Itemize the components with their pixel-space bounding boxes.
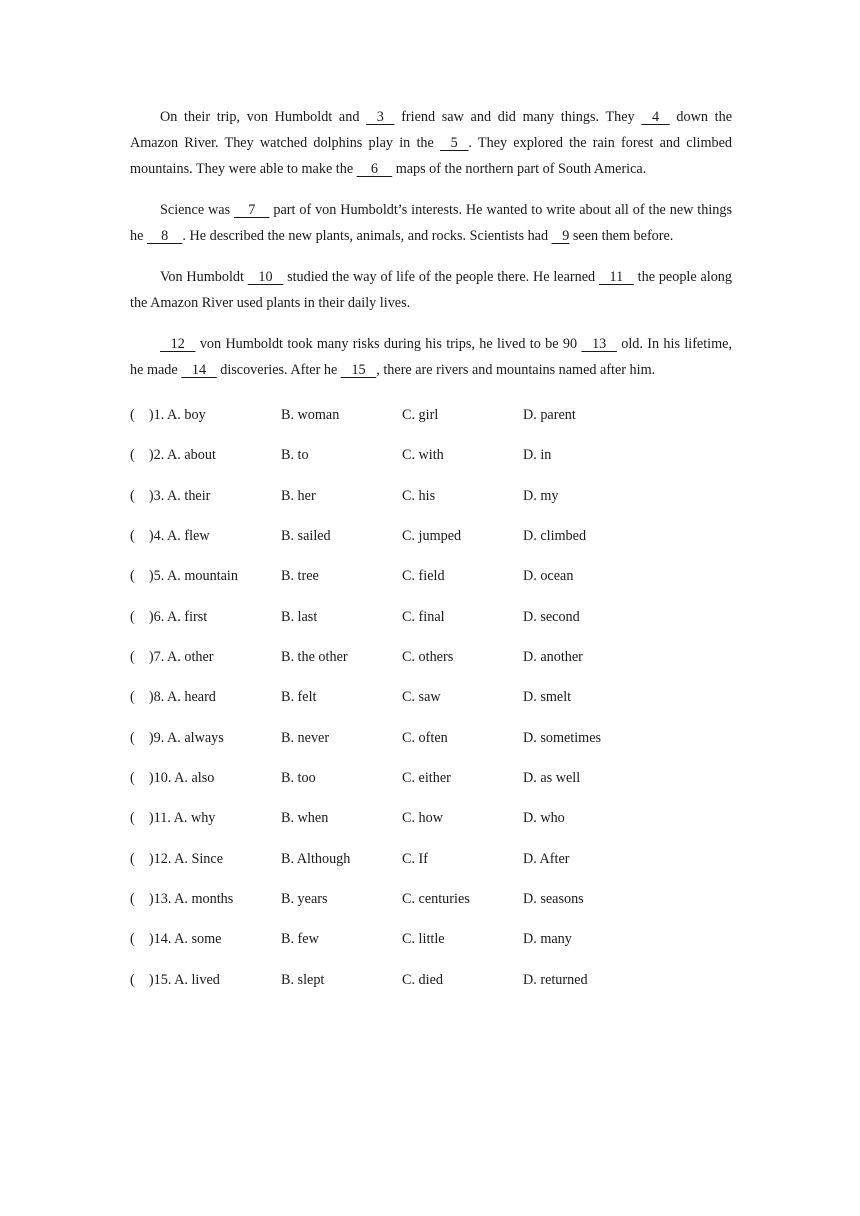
passage-text: down the Amazon River. They watched dolphins play in the <box>130 109 732 151</box>
option-d: D. sometimes <box>523 729 602 746</box>
answer-blank: 10 <box>247 269 284 285</box>
question-row <box>130 486 732 526</box>
option-c: C. final <box>402 608 445 625</box>
option-c: C. how <box>402 810 443 827</box>
option-c: C. girl <box>402 407 439 423</box>
option-c: C. his <box>402 487 436 504</box>
option-b: B. never <box>281 729 330 746</box>
passage-paragraph <box>130 264 732 316</box>
answer-blank: 3 <box>366 109 395 125</box>
question-number-and-option-a: ( )5. A. mountain <box>130 568 238 585</box>
question-number-and-option-a: ( )6. A. first <box>130 608 208 625</box>
passage-text: von Humboldt took many risks during his trips, he lived to be 90 <box>195 336 582 352</box>
passage-paragraph <box>130 331 732 383</box>
option-b: B. last <box>281 608 318 625</box>
question-number-and-option-a: ( )9. A. always <box>130 729 224 746</box>
option-c: C. If <box>402 850 429 867</box>
option-d: D. who <box>523 810 565 827</box>
option-b: B. tree <box>281 568 319 585</box>
passage-text: . He described the new plants, animals, and rocks. Scientists had <box>182 228 552 244</box>
option-b: B. too <box>281 770 316 787</box>
option-c: C. centuries <box>402 891 470 908</box>
question-number-and-option-a: ( )12. A. Since <box>130 850 223 867</box>
option-b: B. her <box>281 487 316 504</box>
answer-blank: 6 <box>356 161 393 177</box>
question-row <box>130 849 732 889</box>
passage-text: part of von Humboldt’s interests. He wanted to write about all of the new things he <box>130 202 732 244</box>
question-row <box>130 768 732 808</box>
option-d: D. seasons <box>523 891 584 908</box>
reading-passage <box>130 104 732 383</box>
option-b: B. the other <box>281 649 348 666</box>
option-d: D. in <box>523 447 552 464</box>
question-row <box>130 687 732 727</box>
option-d: D. another <box>523 649 583 666</box>
option-d: D. ocean <box>523 568 574 585</box>
question-list <box>130 405 732 1010</box>
option-b: B. felt <box>281 689 317 706</box>
question-number-and-option-a: ( )7. A. other <box>130 649 214 666</box>
question-row <box>130 970 732 1010</box>
question-row <box>130 526 732 566</box>
passage-text: maps of the northern part of South America. <box>392 161 647 177</box>
option-d: D. climbed <box>523 528 587 545</box>
passage-text: seen them before. <box>569 228 674 244</box>
option-d: D. After <box>523 850 570 867</box>
question-number-and-option-a: ( )1. A. boy <box>130 407 206 423</box>
passage-text: studied the way of life of the people there. He learned <box>283 269 599 285</box>
option-c: C. often <box>402 729 448 746</box>
option-b: B. when <box>281 810 329 827</box>
passage-paragraph <box>130 104 732 182</box>
document-page <box>130 104 732 1010</box>
question-number-and-option-a: ( )2. A. about <box>130 447 216 464</box>
answer-blank: 12 <box>160 336 196 352</box>
option-b: B. years <box>281 891 328 908</box>
passage-text: Science was <box>160 202 234 218</box>
question-number-and-option-a: ( )4. A. flew <box>130 528 210 545</box>
option-b: B. few <box>281 931 319 948</box>
question-row <box>130 647 732 687</box>
passage-text: . They explored the rain forest and climbed mountains. They were able to make the <box>130 135 732 177</box>
passage-text: , there are rivers and mountains named after him. <box>376 362 656 378</box>
question-row <box>130 405 732 445</box>
option-b: B. Although <box>281 850 351 867</box>
answer-blank: 4 <box>641 109 670 125</box>
option-c: C. either <box>402 770 451 787</box>
option-c: C. little <box>402 931 445 948</box>
answer-blank: 15 <box>340 362 377 378</box>
option-d: D. as well <box>523 770 581 787</box>
question-row <box>130 808 732 848</box>
answer-blank: 5 <box>440 135 469 151</box>
answer-blank: 9 <box>551 228 570 244</box>
option-c: C. with <box>402 447 444 464</box>
answer-blank: 11 <box>598 269 634 285</box>
question-number-and-option-a: ( )14. A. some <box>130 931 222 948</box>
answer-blank: 7 <box>234 202 270 218</box>
option-b: B. to <box>281 447 309 464</box>
passage-text: old. In his lifetime, he made <box>130 336 732 378</box>
option-c: C. others <box>402 649 454 666</box>
question-row <box>130 889 732 929</box>
passage-paragraph <box>130 197 732 249</box>
option-d: D. returned <box>523 971 588 988</box>
question-number-and-option-a: ( )3. A. their <box>130 487 211 504</box>
answer-blank: 8 <box>146 228 183 244</box>
question-number-and-option-a: ( )11. A. why <box>130 810 216 827</box>
passage-text: friend saw and did many things. They <box>394 109 642 125</box>
passage-text: Von Humboldt <box>160 269 248 285</box>
question-row <box>130 566 732 606</box>
question-number-and-option-a: ( )10. A. also <box>130 770 215 787</box>
question-row <box>130 728 732 768</box>
question-number-and-option-a: ( )15. A. lived <box>130 971 220 988</box>
question-number-and-option-a: ( )13. A. months <box>130 891 234 908</box>
question-row <box>130 445 732 485</box>
passage-text: discoveries. After he <box>216 362 341 378</box>
question-row <box>130 607 732 647</box>
option-c: C. field <box>402 568 445 585</box>
answer-blank: 14 <box>181 362 217 378</box>
question-number-and-option-a: ( )8. A. heard <box>130 689 216 706</box>
option-d: D. my <box>523 487 559 504</box>
option-c: C. died <box>402 971 443 988</box>
passage-text: the people along the Amazon River used plants in their daily lives. <box>130 269 732 311</box>
option-b: B. woman <box>281 407 340 423</box>
option-b: B. sailed <box>281 528 331 545</box>
answer-blank: 13 <box>581 336 617 352</box>
option-c: C. jumped <box>402 528 462 545</box>
option-d: D. parent <box>523 407 576 423</box>
option-d: D. many <box>523 931 572 948</box>
option-b: B. slept <box>281 971 325 988</box>
option-d: D. smelt <box>523 689 572 706</box>
option-d: D. second <box>523 608 580 625</box>
option-c: C. saw <box>402 689 441 706</box>
passage-text: On their trip, von Humboldt and <box>160 109 367 125</box>
question-row <box>130 929 732 969</box>
